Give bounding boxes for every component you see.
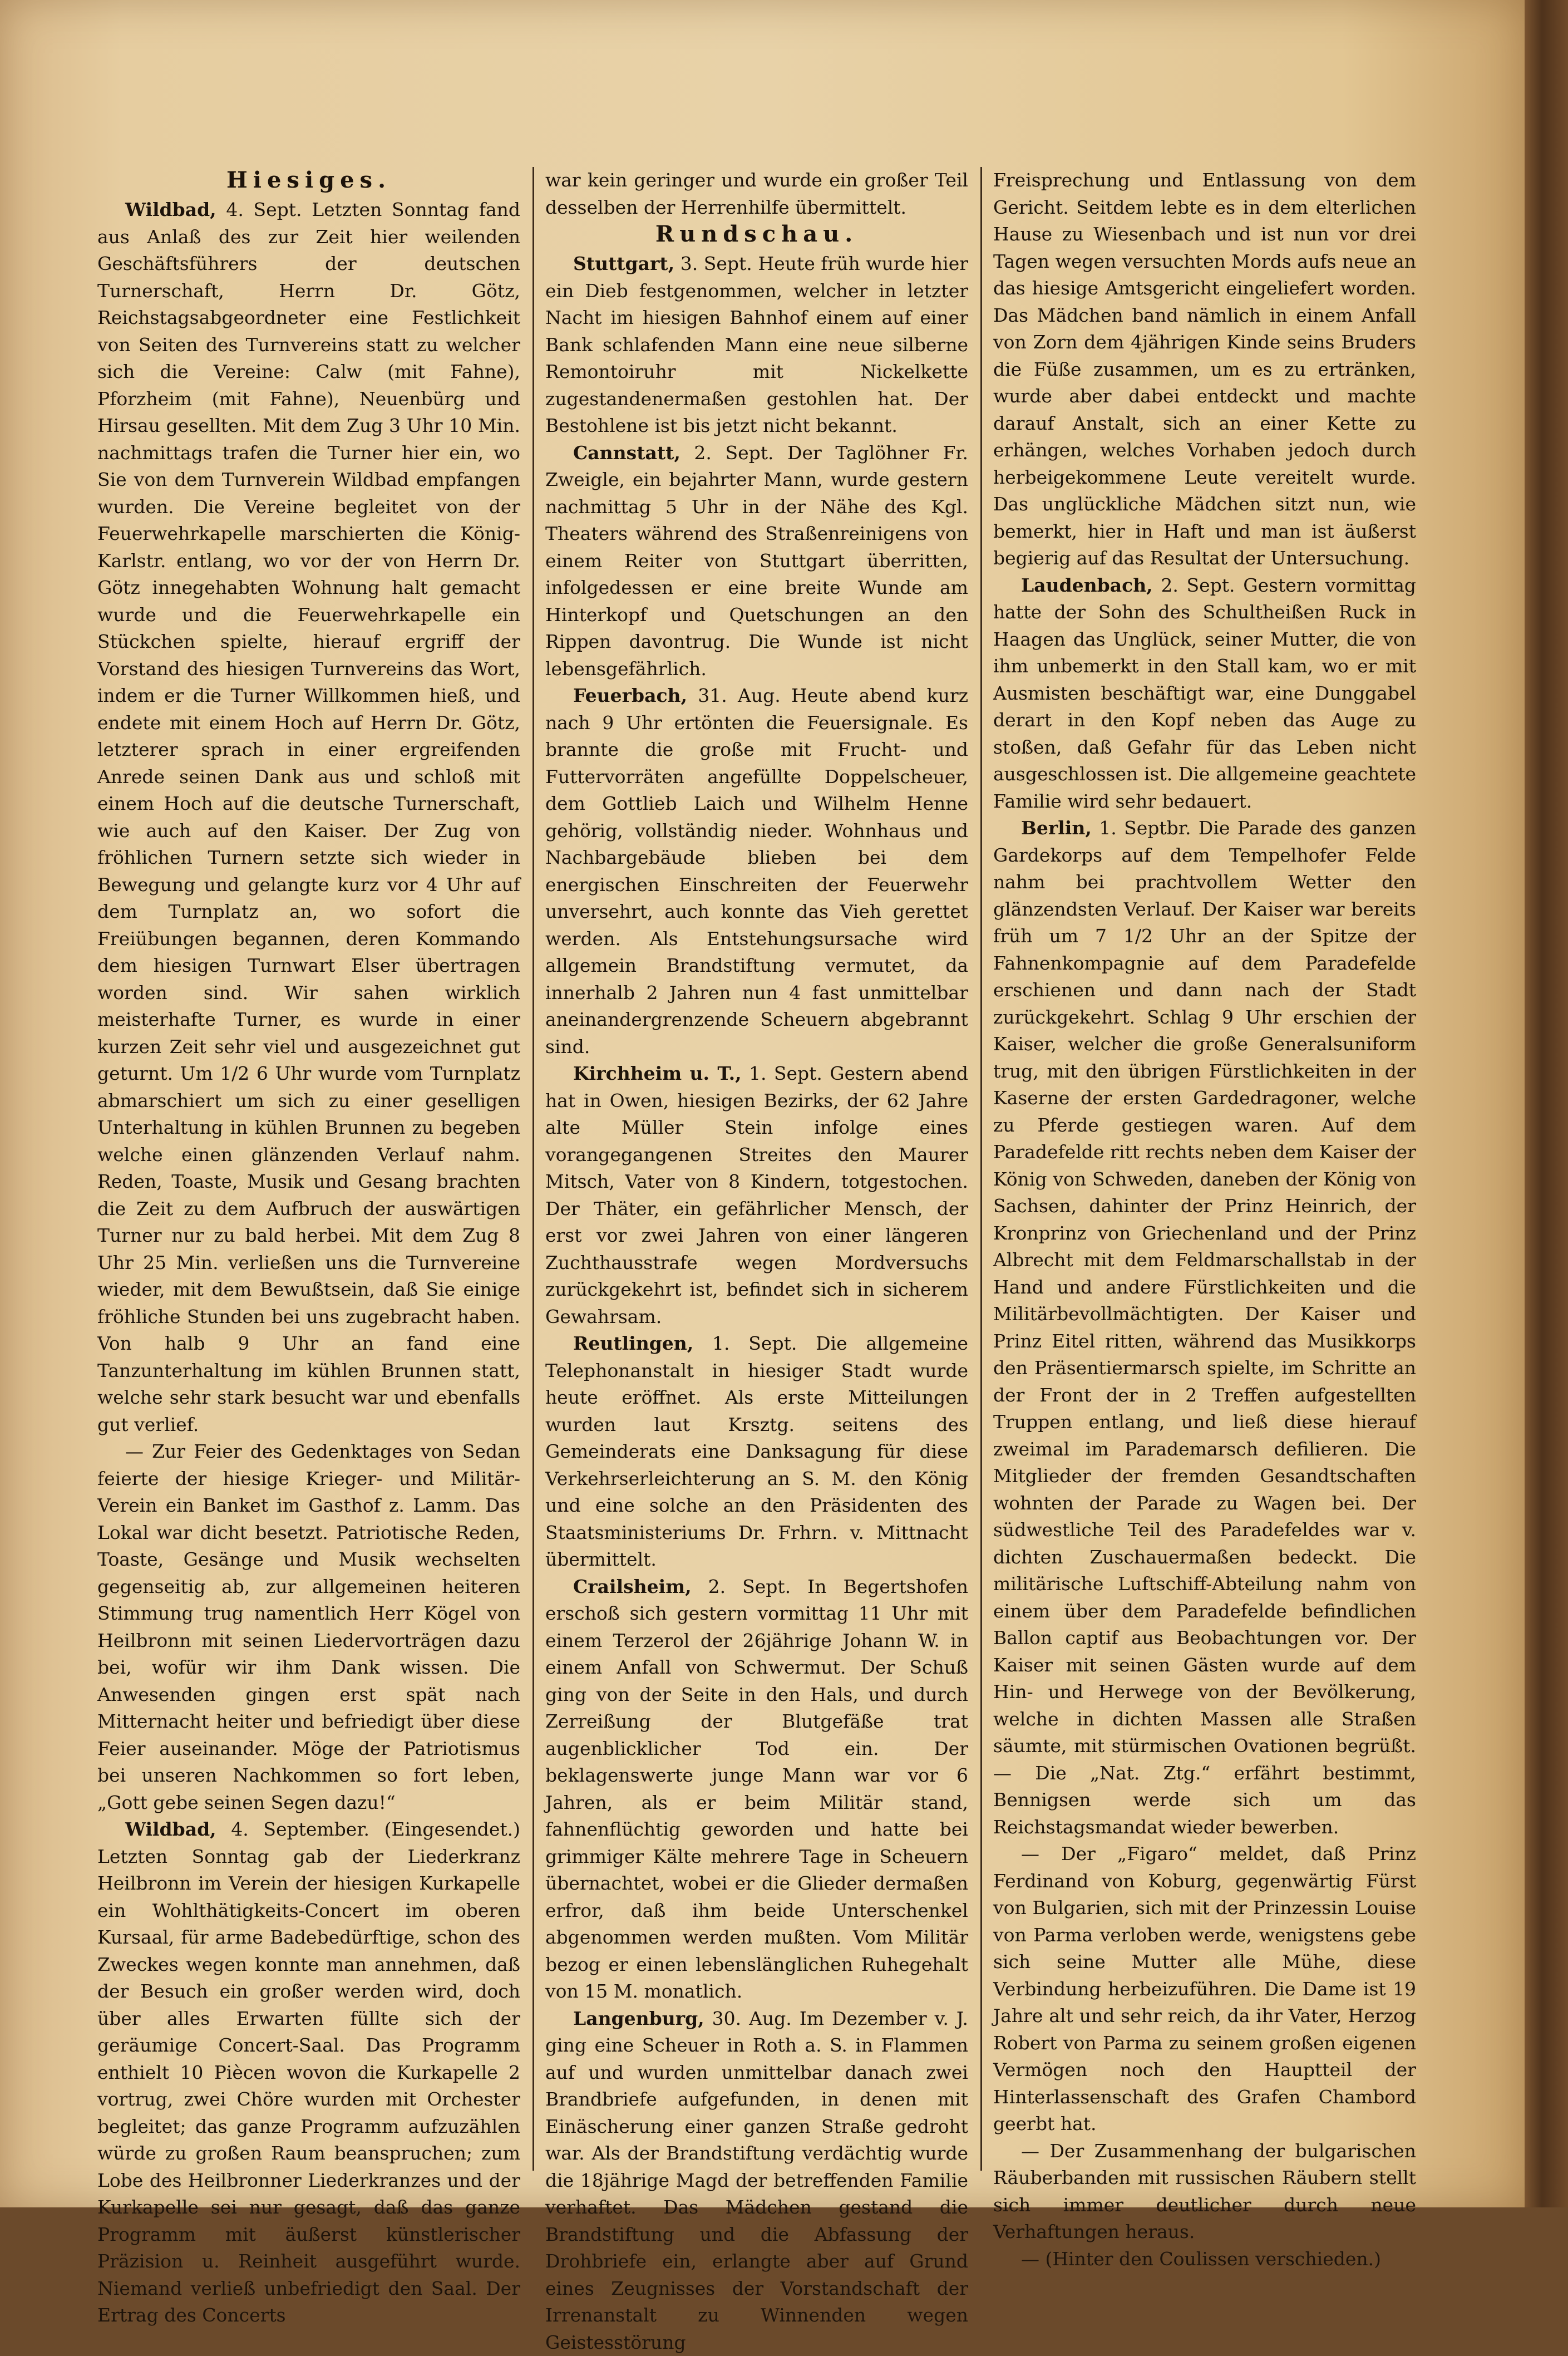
column-rule bbox=[980, 167, 982, 2171]
article bbox=[545, 2005, 968, 2356]
paragraph: war kein geringer und wurde ein großer Teil desselben der Herrenhilfe übermittelt. bbox=[545, 167, 968, 221]
article bbox=[545, 440, 968, 683]
article-text: 31. Aug. Heute abend kurz nach 9 Uhr ertönten die Feuersignale. Es brannte die große mit Frucht- und Futtervorräten angefüllte Doppelscheuer, dem Gottlieb Laich und Wilhelm Henne gehörig, vollständig nieder. Wohnhaus und Nachbargebäude blieben bei dem energischen Einschreiten der Feuerwehr unversehrt, auch konnte das Vieh gerettet werden. Als Entstehungsursache wird allgemein Brandstiftung vermutet, da innerhalb 2 Jahren nun 4 fast unmittelbar aneinandergrenzende Scheuern abgebrannt sind. bbox=[545, 685, 968, 1058]
article-text: 2. Sept. In Begertshofen erschoß sich gestern vormittag 11 Uhr mit einem Terzerol der 26jährige Johann W. in einem Anfall von Schwermut. Der Schuß ging von der Seite in den Hals, und durch Zerreißung der Blutgefäße trat augenblicklicher Tod ein. Der beklagenswerte junge Mann war vor 6 Jahren, als er beim Militär stand, fahnenflüchtig geworden und hatte bei grimmiger Kälte mehrere Tage in Scheuern übernachtet, wobei er die Glieder dermaßen erfror, daß ihm beide Unterschenkel abgenommen werden mußten. Vom Militär bezog er einen lebenslänglichen Ruhegehalt von 15 M. monatlich. bbox=[545, 1576, 968, 2003]
paragraph: — Der Zusammenhang der bulgarischen Räuberbanden mit russischen Räubern stellt sich immer deutlicher durch neue Verhaftungen heraus. bbox=[993, 2138, 1416, 2246]
section-heading: Rundschau. bbox=[545, 221, 968, 247]
columns bbox=[97, 167, 1477, 2171]
article bbox=[545, 1060, 968, 1330]
article-text: 4. September. (Eingesendet.) Letzten Sonntag gab der Liederkranz Heilbronn im Verein der hiesigen Kurkapelle ein Wohlthätigkeits-Concert im oberen Kursaal, für arme Badebedürftige, schon des Zweckes wegen konnte man annehmen, daß der Besuch ein großer werden wird, doch über alles Erwarten füllte sich der geräumige Concert-Saal. Das Programm enthielt 10 Piècen wovon die Kurkapelle 2 vortrug, zwei Chöre wurden mit Orchester begleitet; das ganze Programm aufzuzählen würde zu großen Raum beanspruchen; zum Lobe des Heilbronner Liederkranzes und der Kurkapelle sei nur gesagt, daß das ganze Programm mit äußerst künstlerischer Präzision u. Reinheit ausgeführt wurde. Niemand verließ unbefriedigt den Saal. Der Ertrag des Concerts bbox=[97, 1818, 520, 2326]
article-text: 30. Aug. Im Dezember v. J. ging eine Scheuer in Roth a. S. in Flammen auf und wurden unmittelbar danach zwei Brandbriefe aufgefunden, in denen mit Einäscherung einer ganzen Straße gedroht war. Als der Brandstiftung verdächtig wurde die 18jährige Magd der betreffenden Familie verhaftet. Das Mädchen gestand die Brandstiftung und die Abfassung der Drohbriefe ein, erlangte aber auf Grund eines Zeugnisses der Vorstandschaft der Irrenanstalt zu Winnenden wegen Geistesstörung bbox=[545, 2008, 968, 2353]
article-dateline-place: Kirchheim u. T., bbox=[573, 1063, 742, 1084]
article bbox=[545, 1330, 968, 1573]
article-dateline-place: Stuttgart, bbox=[573, 253, 674, 274]
article-dateline-place: Langenburg, bbox=[573, 2008, 704, 2029]
paragraph: Freisprechung und Entlassung von dem Gericht. Seitdem lebte es in dem elterlichen Hause zu Wiesenbach und ist nun vor drei Tagen wegen versuchten Mords aufs neue an das hiesige Amtsgericht eingeliefert worden. Das Mädchen band nämlich in einem Anfall von Zorn dem 4jährigen Kinde seins Bruders die Füße zusammen, um es zu ertränken, wurde aber dabei entdeckt und machte darauf Anstalt, sich an einer Kette zu erhängen, welches Vorhaben jedoch durch herbeigekommene Leute vereitelt wurde. Das unglückliche Mädchen sitzt nun, wie bemerkt, hier in Haft und man ist äußerst begierig auf das Resultat der Untersuchung. bbox=[993, 167, 1416, 572]
article bbox=[993, 572, 1416, 815]
article bbox=[545, 682, 968, 1060]
article-text: 2. Sept. Gestern vormittag hatte der Sohn des Schultheißen Ruck in Haagen das Unglück, seiner Mutter, die von ihm unbemerkt in den Stall kam, wo er mit Ausmisten beschäftigt war, eine Dunggabel derart in den Kopf neben das Auge zu stoßen, daß Gefahr für das Leben nicht ausgeschlossen ist. Die allgemeine geachtete Familie wird sehr bedauert. bbox=[993, 574, 1416, 812]
article-text: 1. Septbr. Die Parade des ganzen Gardekorps auf dem Tempelhofer Felde nahm bei prachtvollem Wetter den glänzendsten Verlauf. Der Kaiser war bereits früh um 7 1/2 Uhr an der Spitze der Fahnenkompagnie auf dem Paradefelde erschienen und dann nach der Stadt zurückgekehrt. Schlag 9 Uhr erschien der Kaiser, welcher die große Generalsuniform trug, mit den übrigen Fürstlichkeiten in der Kaserne der ersten Gardedragoner, welche zu Pferde gestiegen waren. Auf dem Paradefelde ritt rechts neben dem Kaiser der König von Schweden, daneben der König von Sachsen, dahinter der Prinz Heinrich, der Kronprinz von Griechenland und der Prinz Albrecht mit dem Feldmarschallstab in der Hand und andere Fürstlichkeiten und die Militärbevollmächtigten. Der Kaiser und Prinz Eitel ritten, während das Musikkorps den Präsentiermarsch spielte, im Schritte an der Front der in 2 Treffen aufgestellten Truppen entlang, und ließ diese hierauf zweimal im Parademarsch defilieren. Die Mitglieder der fremden Gesandtschaften wohnten der Parade zu Wagen bei. Der südwestliche Teil des Paradefeldes war v. dichten Zuschauermaßen bedeckt. Die militärische Luftschiff-Abteilung nahm von einem über dem Paradefelde befindlichen Ballon captif aus Beobachtungen vor. Der Kaiser mit seinen Gästen wurde auf dem Hin- und Herwege von der Bevölkerung, welche in dichten Massen alle Straßen säumte, mit stürmischen Ovationen begrüßt. — Die „Nat. Ztg.“ erfährt bestimmt, Bennigsen werde sich um das Reichstagsmandat wieder bewerben. bbox=[993, 817, 1416, 1838]
article bbox=[545, 250, 968, 440]
section-heading: Hiesiges. bbox=[97, 167, 520, 193]
paragraph: — (Hinter den Coulissen verschieden.) bbox=[993, 2246, 1416, 2273]
article bbox=[97, 196, 520, 1438]
paragraph: — Der „Figaro“ meldet, daß Prinz Ferdinand von Koburg, gegenwärtig Fürst von Bulgarien, sich mit der Prinzessin Louise von Parma verloben werde, wenigstens gebe sich seine Mutter alle Mühe, diese Verbindung herbeizuführen. Die Dame ist 19 Jahre alt und sehr reich, da ihr Vater, Herzog Robert von Parma zu seinem großen eigenen Vermögen noch den Hauptteil der Hinterlassenschaft des Grafen Chambord geerbt hat. bbox=[993, 1841, 1416, 2138]
article-dateline-place: Laudenbach, bbox=[1021, 574, 1153, 596]
article-text: 4. Sept. Letzten Sonntag fand aus Anlaß des zur Zeit hier weilenden Geschäftsführers der deutschen Turnerschaft, Herrn Dr. Götz, Reichstagsabgeordneter eine Festlichkeit von Seiten des Turnvereins statt zu welcher sich die Vereine: Calw (mit Fahne), Pforzheim (mit Fahne), Neuenbürg und Hirsau gesellten. Mit dem Zug 3 Uhr 10 Min. nachmittags trafen die Turner hier ein, wo Sie von dem Turnverein Wildbad empfangen wurden. Die Vereine begleitet von der Feuerwehrkapelle marschierten die König-Karlstr. entlang, wo vor der von Herrn Dr. Götz innegehabten Wohnung halt gemacht wurde und die Feuerwehrkapelle ein Stückchen spielte, hierauf ergriff der Vorstand des hiesigen Turnvereins das Wort, indem er die Turner Willkommen hieß, und endete mit einem Hoch auf Herrn Dr. Götz, letzterer sprach in einer ergreifenden Anrede seinen Dank aus und schloß mit einem Hoch auf die deutsche Turnerschaft, wie auch auf den Kaiser. Der Zug von fröhlichen Turnern setzte sich wieder in Bewegung und gelangte kurz vor 4 Uhr auf dem Turnplatz an, wo sofort die Freiübungen begannen, deren Kommando dem hiesigen Turnwart Elser übertragen worden sind. Wir sahen wirklich meisterhafte Turner, es wurde in einer kurzen Zeit sehr viel und ausgezeichnet gut geturnt. Um 1/2 6 Uhr wurde vom Turnplatz abmarschiert um sich zu einer geselligen Unterhaltung in kühlen Brunnen zu begeben welche einen glänzenden Verlauf nahm. Reden, Toaste, Musik und Gesang brachten die Zeit zu dem Aufbruch der auswärtigen Turner nur zu bald herbei. Mit dem Zug 8 Uhr 25 Min. verließen uns die Turnvereine wieder, mit dem Bewußtsein, daß Sie einige fröhliche Stunden bei uns zugebracht haben. Von halb 9 Uhr an fand eine Tanzunterhaltung im kühlen Brunnen statt, welche sehr stark besucht war und ebenfalls gut verlief. bbox=[97, 199, 520, 1435]
article-text: 1. Sept. Gestern abend hat in Owen, hiesigen Bezirks, der 62 Jahre alte Müller Stein infolge eines vorangegangenen Streites den Maurer Mitsch, Vater von 8 Kindern, totgestochen. Der Thäter, ein gefährlicher Mensch, der erst vor zwei Jahren von einer längeren Zuchthausstrafe wegen Mordversuchs zurückgekehrt ist, befindet sich in sicherem Gewahrsam. bbox=[545, 1063, 968, 1327]
article-dateline-place: Cannstatt, bbox=[573, 442, 681, 464]
article-dateline-place: Wildbad, bbox=[125, 1818, 216, 1840]
article-dateline-place: Berlin, bbox=[1021, 817, 1092, 839]
book-spine bbox=[1525, 0, 1568, 2207]
article-dateline-place: Wildbad, bbox=[125, 199, 216, 220]
column-3 bbox=[993, 167, 1416, 2171]
column-rule bbox=[532, 167, 534, 2171]
article-dateline-place: Crailsheim, bbox=[573, 1576, 692, 1597]
article-dateline-place: Reutlingen, bbox=[573, 1332, 693, 1354]
article bbox=[993, 815, 1416, 1841]
paragraph: — Zur Feier des Gedenktages von Sedan feierte der hiesige Krieger- und Militär-Verein ein Banket im Gasthof z. Lamm. Das Lokal war dicht besetzt. Patriotische Reden, Toaste, Gesänge und Musik wechselten gegenseitig ab, zur allgemeinen heiteren Stimmung trug namentlich Herr Kögel von Heilbronn mit seinen Liedervorträgen dazu bei, wofür wir ihm Dank wissen. Die Anwesenden gingen erst spät nach Mitternacht heiter und befriedigt über diese Feier auseinander. Möge der Patriotismus bei unseren Nachkommen so fort leben, „Gott gebe seinen Segen dazu!“ bbox=[97, 1438, 520, 1816]
article bbox=[545, 1573, 968, 2005]
article bbox=[97, 1816, 520, 2329]
article-text: 2. Sept. Der Taglöhner Fr. Zweigle, ein bejahrter Mann, wurde gestern nachmittag 5 Uhr in der Nähe des Kgl. Theaters während des Straßenreinigens von einem Reiter von Stuttgart überritten, infolgedessen er eine breite Wunde am Hinterkopf und Quetschungen an den Rippen davontrug. Die Wunde ist nicht lebensgefährlich. bbox=[545, 442, 968, 680]
column-1 bbox=[97, 167, 520, 2171]
article-text: 1. Sept. Die allgemeine Telephonanstalt in hiesiger Stadt wurde heute eröffnet. Als erste Mitteilungen wurden laut Krsztg. seitens des Gemeinderats eine Danksagung für diese Verkehrserleichterung an S. M. den König und eine solche an den Präsidenten des Staatsministeriums Dr. Frhrn. v. Mittnacht übermittelt. bbox=[545, 1332, 968, 1570]
article-text: 3. Sept. Heute früh wurde hier ein Dieb festgenommen, welcher in letzter Nacht im hiesigen Bahnhof einem auf einer Bank schlafenden Mann eine neue silberne Remontoiruhr mit Nickelkette zugestandenermaßen gestohlen hat. Der Bestohlene ist bis jetzt nicht bekannt. bbox=[545, 253, 968, 436]
article-dateline-place: Feuerbach, bbox=[573, 685, 687, 706]
column-2 bbox=[545, 167, 968, 2171]
